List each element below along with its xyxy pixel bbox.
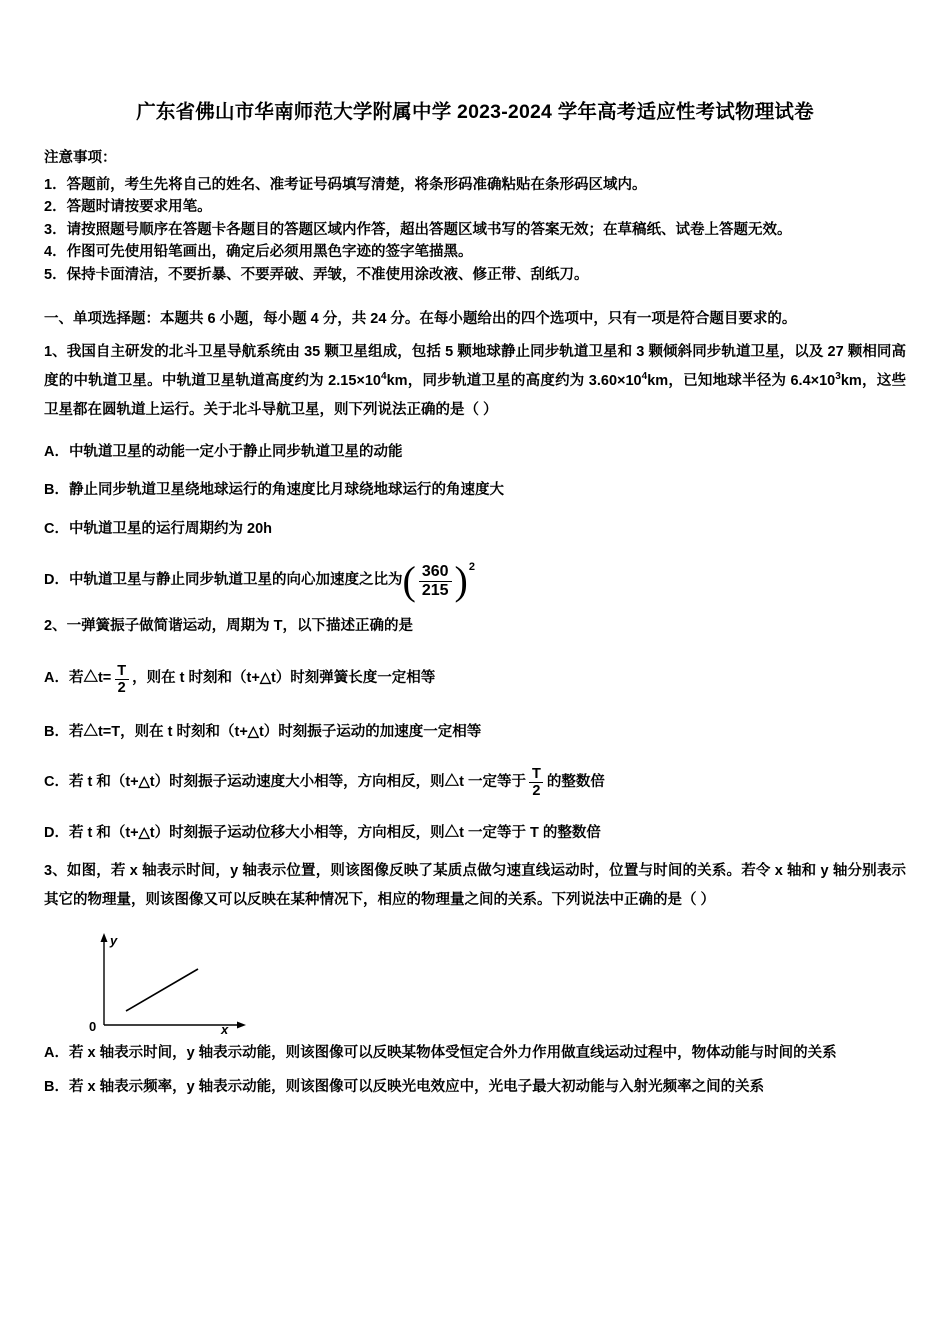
right-paren: ) xyxy=(454,557,468,603)
notice-heading: 注意事项： xyxy=(44,150,117,166)
question-1-option-b: B．静止同步轨道卫星绕地球运行的角速度比月球绕地球运行的角速度大 xyxy=(44,482,504,499)
question-2-option-a: A．若△t= $\frac{T}{2}$ ，则在 t 时刻和（t+△t）时刻弹簧长度一定相等 xyxy=(44,662,436,696)
question-2-option-c: C．若 t 和（t+△t）时刻振子运动速度大小相等，方向相反，则△t 一定等于 $\frac{T}{2}$ 的整数倍 xyxy=(44,765,605,800)
question-2-number: 2、 xyxy=(44,617,67,634)
fraction-ratio: ( $\frac{360}{215}$ ) 2 xyxy=(402,557,475,603)
section-heading: 一、单项选择题：本题共 6 小题，每小题 4 分，共 24 分。在每小题给出的四个选项中，只有一项是符合题目要求的。 xyxy=(44,311,797,328)
question-2-stem: 2、一弹簧振子做简谐运动，周期为 T，以下描述正确的是 xyxy=(44,617,413,634)
question-3-option-b: B．若 x 轴表示频率，y 轴表示动能，则该图像可以反映光电效应中，光电子最大初动能与入射光频率之间的关系 xyxy=(44,1078,765,1095)
question-3-option-a: A．若 x 轴表示时间，y 轴表示动能，则该图像可以反映某物体受恒定合外力作用做直线运动过程中，物体动能与时间的关系 xyxy=(44,1045,837,1062)
question-1-number: 1、 xyxy=(44,343,67,360)
notice-item-4: 4．作图可先使用铅笔画出，确定后必须用黑色字迹的签字笔描黑。 xyxy=(44,244,473,261)
question-1-option-c: C．中轨道卫星的运行周期约为 20h xyxy=(44,521,272,538)
notice-item-3: 3．请按照题号顺序在答题卡各题目的答题区域内作答，超出答题区域书写的答案无效；在草稿纸、试卷上答题无效。 xyxy=(44,221,792,238)
origin-label: 0 xyxy=(89,1019,97,1035)
left-paren: ( xyxy=(402,557,416,603)
y-axis-label: y xyxy=(110,933,118,949)
question-2-option-b: B．若△t=T，则在 t 时刻和（t+△t）时刻振子运动的加速度一定相等 xyxy=(44,724,482,741)
notice-item-1: 1．答题前，考生先将自己的姓名、准考证号码填写清楚，将条形码准确粘贴在条形码区域内。 xyxy=(44,177,647,193)
notice-item-5: 5．保持卡面清洁，不要折暴、不要弄破、弄皱，不准使用涂改液、修正带、刮纸刀。 xyxy=(44,266,589,283)
x-axis-label: x xyxy=(221,1022,229,1038)
page-title: 广东省佛山市华南师范大学附属中学 2023-2024 学年高考适应性考试物理试卷 xyxy=(136,101,814,123)
question-3-figure xyxy=(90,929,260,1037)
question-1-option-d: D．中轨道卫星与静止同步轨道卫星的向心加速度之比为 ( $\frac{360}{215}$ ) 2 xyxy=(44,557,475,603)
notice-item-2: 2．答题时请按要求用笔。 xyxy=(44,199,212,216)
question-1-stem: 1、我国自主研发的北斗卫星导航系统由 35 颗卫星组成，包括 5 颗地球静止同步轨道卫星和 3 颗倾斜同步轨道卫星，以及 27 颗相同高度的中轨道卫星。中轨道卫星轨道高度约为 $2.15\times 10^4km$，同步轨道卫星的高度约为 $3.60\times 10^4km$，已知地球半径为 $6.4\times 10^3km$，这些卫星都在圆轨道上运行。关于北斗导航卫星，则下列说法正确的是（ ） xyxy=(44,343,906,418)
question-3-number: 3、 xyxy=(44,863,67,880)
question-2-option-d: D．若 t 和（t+△t）时刻振子运动位移大小相等，方向相反，则△t 一定等于 T 的整数倍 xyxy=(44,825,601,842)
question-1-option-a: A．中轨道卫星的动能一定小于静止同步轨道卫星的动能 xyxy=(44,443,403,460)
question-3-stem: 3、如图，若 x 轴表示时间，y 轴表示位置，则该图像反映了某质点做匀速直线运动时，位置与时间的关系。若令 x 轴和 y 轴分别表示其它的物理量，则该图像又可以反映在某种情况下，相应的物理量之间的关系。下列说法中正确的是（ ） xyxy=(44,863,906,909)
